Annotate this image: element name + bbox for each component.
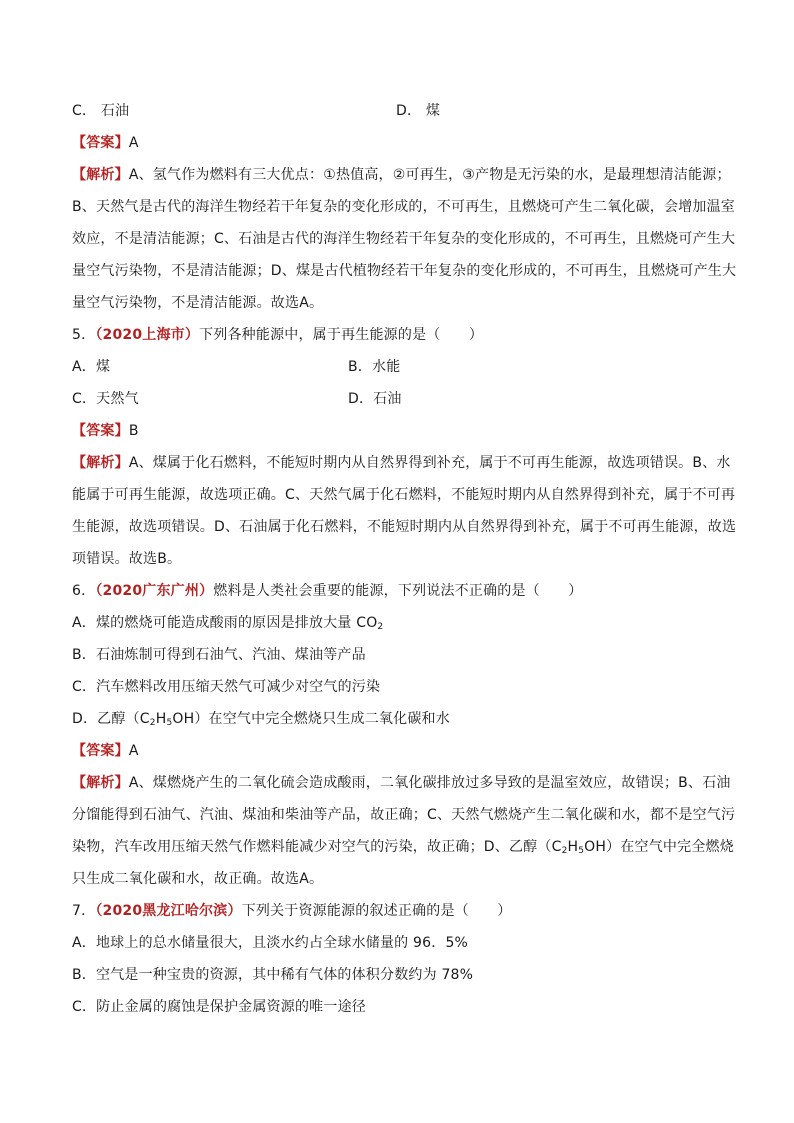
answer-label: 【答案】 — [72, 423, 129, 439]
q4-analysis-line-3: 效应，不是清洁能源；C、石油是古代的海洋生物经若干年复杂的变化形成的，不可再生，且燃烧可产生大 — [72, 231, 736, 247]
q6-option-b: B．石油炼制可得到石油气、汽油、煤油等产品 — [72, 647, 366, 663]
analysis-label: 【解析】 — [72, 775, 129, 791]
q5-analysis-line-2: 能属于可再生能源，故选项正确。C、天然气属于化石燃料，不能短时期内从自然界得到补充，属于不可再 — [72, 487, 736, 503]
option-text: D．乙醇（C — [72, 711, 150, 727]
q5-analysis-line-4: 项错误。故选B。 — [72, 551, 182, 567]
subscript: 5 — [166, 718, 173, 728]
question-text: 下列各种能源中，属于再生能源的是（ ） — [199, 327, 484, 343]
q4-options-row — [72, 101, 722, 121]
q4-analysis-line-5: 量空气污染物，不是清洁能源。故选A。 — [72, 295, 324, 311]
question-number: 5． — [72, 327, 96, 343]
q7-option-a: A．地球上的总水储量很大，且淡水约占全球水储量的 96．5% — [72, 935, 469, 951]
analysis-text: A、煤属于化石燃料，不能短时期内从自然界得到补充，属于不可再生能源，故选项错误。B、水 — [128, 455, 731, 471]
answer-label: 【答案】 — [72, 743, 129, 759]
question-source: （2020黑龙江哈尔滨） — [95, 903, 242, 919]
option-text: A．煤的燃烧可能造成酸雨的原因是排放大量 CO — [72, 615, 378, 631]
q5-options-row-2 — [72, 389, 722, 409]
q6-analysis-line-4: 只生成二氧化碳和水，故正确。故选A。 — [72, 871, 324, 887]
analysis-text: OH）在空气中完全燃烧 — [584, 839, 734, 855]
analysis-text: H — [567, 839, 579, 855]
q4-analysis-line-4: 量空气污染物，不是清洁能源；D、煤是古代植物经若干年复杂的变化形成的，不可再生，且燃烧可产生大 — [72, 263, 737, 279]
subscript: 2 — [561, 846, 568, 856]
q6-answer — [72, 741, 722, 761]
q5-options-row-1 — [72, 357, 722, 377]
q4-option-d: D． 煤 — [396, 103, 441, 119]
option-text: H — [155, 711, 167, 727]
analysis-text: A、煤燃烧产生的二氧化硫会造成酸雨，二氧化碳排放过多导致的是温室效应，故错误；B、石油 — [128, 775, 731, 791]
question-source: （2020广东广州） — [95, 583, 214, 599]
q7-stem — [72, 901, 722, 921]
q4-analysis-line-2: B、天然气是古代的海洋生物经若干年复杂的变化形成的，不可再生，且燃烧可产生二氧化碳，会增加温室 — [72, 199, 736, 215]
q7-option-c: C．防止金属的腐蚀是保护金属资源的唯一途径 — [72, 999, 366, 1015]
q5-analysis-line-1 — [72, 453, 731, 473]
subscript: 2 — [149, 718, 156, 728]
q6-stem — [72, 581, 722, 601]
answer-value: A — [128, 135, 139, 151]
analysis-label: 【解析】 — [72, 167, 129, 183]
subscript: 5 — [578, 846, 585, 856]
q6-analysis-line-3 — [72, 837, 734, 857]
question-number: 7． — [72, 903, 96, 919]
q4-analysis-line-1 — [72, 165, 731, 185]
q6-analysis-line-1 — [72, 773, 731, 793]
subscript: 2 — [377, 622, 384, 632]
question-number: 6． — [72, 583, 96, 599]
analysis-label: 【解析】 — [72, 455, 129, 471]
q5-option-b: B．水能 — [348, 359, 401, 375]
q4-option-c: C． 石油 — [72, 103, 130, 119]
q5-option-d: D．石油 — [348, 391, 402, 407]
answer-value: B — [128, 423, 139, 439]
q5-option-c: C．天然气 — [72, 391, 139, 407]
q5-answer — [72, 421, 722, 441]
q5-analysis-line-3: 生能源，故选项错误。D、石油属于化石燃料，不能短时期内从自然界得到补充，属于不可再生能源，故选 — [72, 519, 737, 535]
q4-answer — [72, 133, 722, 153]
q5-option-a: A．煤 — [72, 359, 111, 375]
q6-analysis-line-2: 分馏能得到石油气、汽油、煤油和柴油等产品，故正确；C、天然气燃烧产生二氧化碳和水，都不是空气污 — [72, 807, 736, 823]
q6-option-a — [72, 613, 722, 633]
answer-value: A — [128, 743, 139, 759]
question-text: 下列关于资源能源的叙述正确的是（ ） — [241, 903, 512, 919]
question-source: （2020上海市） — [95, 327, 200, 343]
q6-option-c: C．汽车燃料改用压缩天然气可减少对空气的污染 — [72, 679, 381, 695]
q7-option-b: B．空气是一种宝贵的资源，其中稀有气体的体积分数约为 78% — [72, 967, 474, 983]
q6-option-d — [72, 709, 722, 729]
q5-stem — [72, 325, 722, 345]
analysis-text: 染物，汽车改用压缩天然气作燃料能减少对空气的污染，故正确；D、乙醇（C — [72, 839, 562, 855]
analysis-text: A、氢气作为燃料有三大优点：①热值高，②可再生，③产物是无污染的水，是最理想清洁能源； — [128, 167, 731, 183]
answer-label: 【答案】 — [72, 135, 129, 151]
option-text: OH）在空气中完全燃烧只生成二氧化碳和水 — [172, 711, 450, 727]
question-text: 燃料是人类社会重要的能源，下列说法不正确的是（ ） — [213, 583, 583, 599]
